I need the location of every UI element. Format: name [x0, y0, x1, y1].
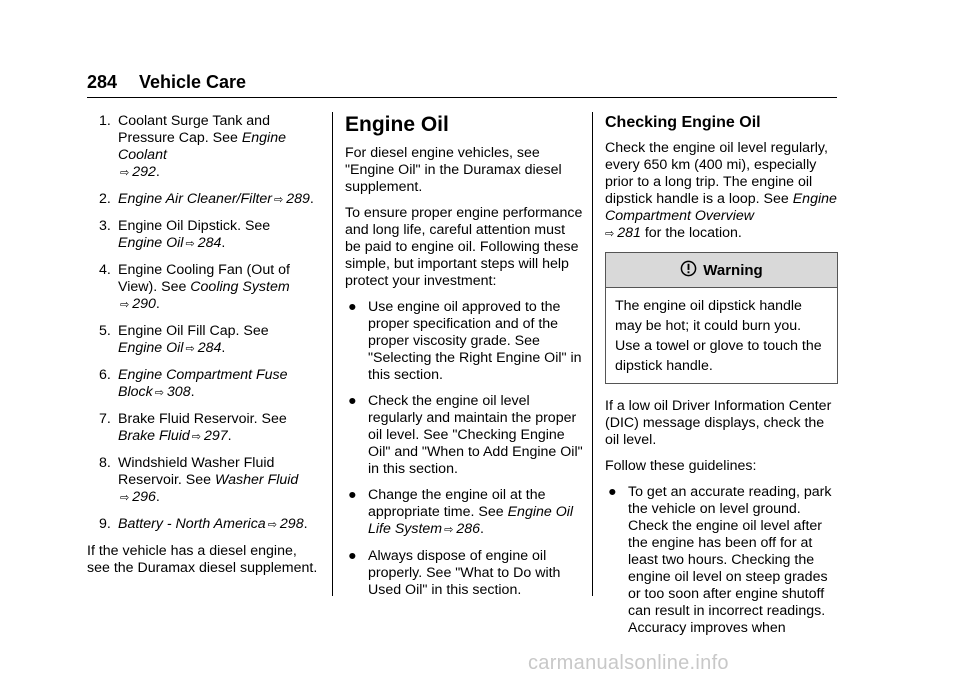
item-tail: .	[227, 428, 232, 444]
list-item	[87, 191, 319, 209]
item-number: 2.	[99, 191, 111, 207]
cross-reference-link[interactable]: Engine Coolant	[118, 130, 286, 163]
bullet-text: Change the engine oil at the appropriate time. See	[368, 487, 546, 520]
page-reference[interactable]: 297	[203, 428, 228, 444]
item-number: 6.	[99, 367, 111, 383]
warning-icon	[680, 260, 697, 281]
page-number: 284	[87, 72, 118, 92]
page-header	[87, 70, 837, 98]
page-reference[interactable]: 308	[166, 384, 191, 400]
page-reference[interactable]: 290	[132, 296, 156, 312]
page-reference[interactable]: 292	[132, 164, 156, 180]
item-text: Engine Cooling Fan (Out of View). See	[118, 262, 290, 295]
item-number: 7.	[99, 411, 111, 427]
item-tail: .	[190, 384, 195, 400]
guidelines-list	[605, 484, 840, 637]
item-number: 4.	[99, 262, 111, 278]
item-text: Engine Oil Dipstick. See	[118, 218, 271, 234]
list-item	[345, 299, 583, 384]
bullet-icon: ●	[348, 299, 357, 315]
reference-arrow-icon: ⇨	[267, 519, 277, 531]
page-reference[interactable]: 298	[279, 516, 304, 532]
warning-header	[606, 253, 837, 288]
bullet-text: Always dispose of engine oil properly. See "What to Do with Used Oil" in this section.	[368, 548, 561, 598]
bullet-text: Check the engine oil level regularly and maintain the proper oil level. See "Checking Engine Oil" and "When to Add Engine Oil" in this section.	[368, 393, 583, 477]
reference-arrow-icon: ⇨	[185, 238, 195, 250]
engine-oil-heading: Engine Oil	[345, 113, 449, 136]
list-item	[87, 113, 319, 182]
item-tail: .	[155, 489, 160, 505]
list-item	[87, 367, 319, 402]
cross-reference-link[interactable]: Engine Compartment Fuse Block	[118, 367, 288, 400]
bullet-icon: ●	[348, 487, 357, 503]
bullet-tail: .	[480, 521, 484, 537]
diesel-intro: For diesel engine vehicles, see "Engine Oil" in the Duramax diesel supplement.	[345, 145, 562, 195]
item-tail: .	[221, 340, 226, 356]
diesel-note: If the vehicle has a diesel engine, see the Duramax diesel supplement.	[87, 543, 318, 576]
item-number: 1.	[99, 113, 111, 129]
cross-reference-link[interactable]: Brake Fluid	[118, 428, 190, 444]
checking-oil-heading: Checking Engine Oil	[605, 114, 761, 131]
cross-reference-link[interactable]: Washer Fluid	[215, 472, 299, 488]
guidelines-intro: Follow these guidelines:	[605, 458, 757, 474]
bullet-icon: ●	[348, 393, 357, 409]
page-reference[interactable]: 289	[286, 191, 310, 207]
item-number: 3.	[99, 218, 111, 234]
reference-arrow-icon: ⇨	[120, 299, 130, 311]
reference-arrow-icon: ⇨	[185, 343, 195, 355]
item-text: Engine Oil Fill Cap. See	[118, 323, 269, 339]
bullet-icon: ●	[348, 548, 357, 564]
header-rule	[87, 97, 837, 98]
item-number: 8.	[99, 455, 111, 471]
bullet-icon: ●	[608, 484, 617, 500]
reference-arrow-icon: ⇨	[120, 167, 130, 179]
list-item	[87, 323, 319, 358]
item-tail: .	[221, 235, 226, 251]
column-1	[87, 113, 319, 586]
item-tail: .	[155, 164, 160, 180]
item-number: 5.	[99, 323, 111, 339]
warning-text: The engine oil dipstick handle may be hot; it could burn you. Use a towel or glove to touch the dipstick handle.	[615, 298, 822, 374]
list-item	[87, 262, 319, 314]
warning-title: Warning	[703, 261, 763, 279]
reference-arrow-icon: ⇨	[191, 431, 201, 443]
reference-arrow-icon: ⇨	[444, 524, 454, 536]
page-reference[interactable]: 286	[456, 521, 481, 537]
cross-reference-link[interactable]: Engine Oil	[118, 340, 184, 356]
oil-intro-paragraph: To ensure proper engine performance and long life, careful attention must be paid to engine oil. Following these simple, but important steps will help protect your investment:	[345, 205, 583, 289]
list-item	[87, 516, 319, 534]
cross-reference-link[interactable]: Engine Compartment Overview	[605, 191, 837, 224]
list-item	[87, 411, 319, 446]
item-text: Coolant Surge Tank and Pressure Cap. See	[118, 113, 270, 146]
item-tail: .	[309, 191, 314, 207]
page-reference[interactable]: 296	[132, 489, 156, 505]
page-reference[interactable]: 284	[197, 235, 222, 251]
page-reference[interactable]: 281	[617, 225, 641, 241]
component-list	[87, 113, 319, 534]
section-title: Vehicle Care	[139, 72, 247, 92]
cross-reference-link[interactable]: Engine Oil Life System	[368, 504, 574, 537]
item-tail: .	[303, 516, 308, 532]
column-divider-left	[332, 112, 333, 596]
oil-steps-list	[345, 299, 583, 599]
list-item	[345, 487, 583, 539]
list-item	[605, 484, 840, 637]
watermark: carmanualsonline.info	[528, 652, 729, 674]
item-number: 9.	[99, 516, 111, 532]
cross-reference-link[interactable]: Engine Oil	[118, 235, 184, 251]
cross-reference-link[interactable]: Cooling System	[190, 279, 290, 295]
column-divider-right	[592, 112, 593, 596]
item-text: Windshield Washer Fluid Reservoir. See	[118, 455, 275, 488]
list-item	[87, 455, 319, 507]
list-item	[87, 218, 319, 253]
item-tail: .	[155, 296, 160, 312]
paragraph-tail: for the location.	[640, 225, 742, 241]
cross-reference-link[interactable]: Engine Air Cleaner/Filter	[118, 191, 273, 207]
list-item	[345, 393, 583, 478]
warning-box	[605, 252, 838, 384]
reference-arrow-icon: ⇨	[605, 228, 615, 240]
cross-reference-link[interactable]: Battery - North America	[118, 516, 266, 532]
list-item	[345, 548, 583, 599]
reference-arrow-icon: ⇨	[274, 194, 284, 206]
bullet-text: Use engine oil approved to the proper specification and of the proper viscosity grade. See "Selecting the Right Engine Oil" in this section.	[368, 299, 582, 383]
page-reference[interactable]: 284	[197, 340, 222, 356]
reference-arrow-icon: ⇨	[154, 387, 164, 399]
paragraph-text: Check the engine oil level regularly, every 650 km (400 mi), especially prior to a long trip. The engine oil dipstick handle is a loop. See	[605, 140, 828, 207]
bullet-text: To get an accurate reading, park the vehicle on level ground. Check the engine oil level after the engine has been off for at least two hours. Checking the engine oil level on steep grades or too soon after engine shutoff can result in incorrect readings. Accuracy improves when	[628, 484, 832, 636]
item-text: Brake Fluid Reservoir. See	[118, 411, 287, 427]
column-3	[605, 113, 840, 646]
reference-arrow-icon: ⇨	[120, 492, 130, 504]
checking-paragraph	[605, 140, 840, 243]
column-2	[345, 113, 583, 608]
dic-paragraph: If a low oil Driver Information Center (DIC) message displays, check the oil level.	[605, 398, 832, 448]
